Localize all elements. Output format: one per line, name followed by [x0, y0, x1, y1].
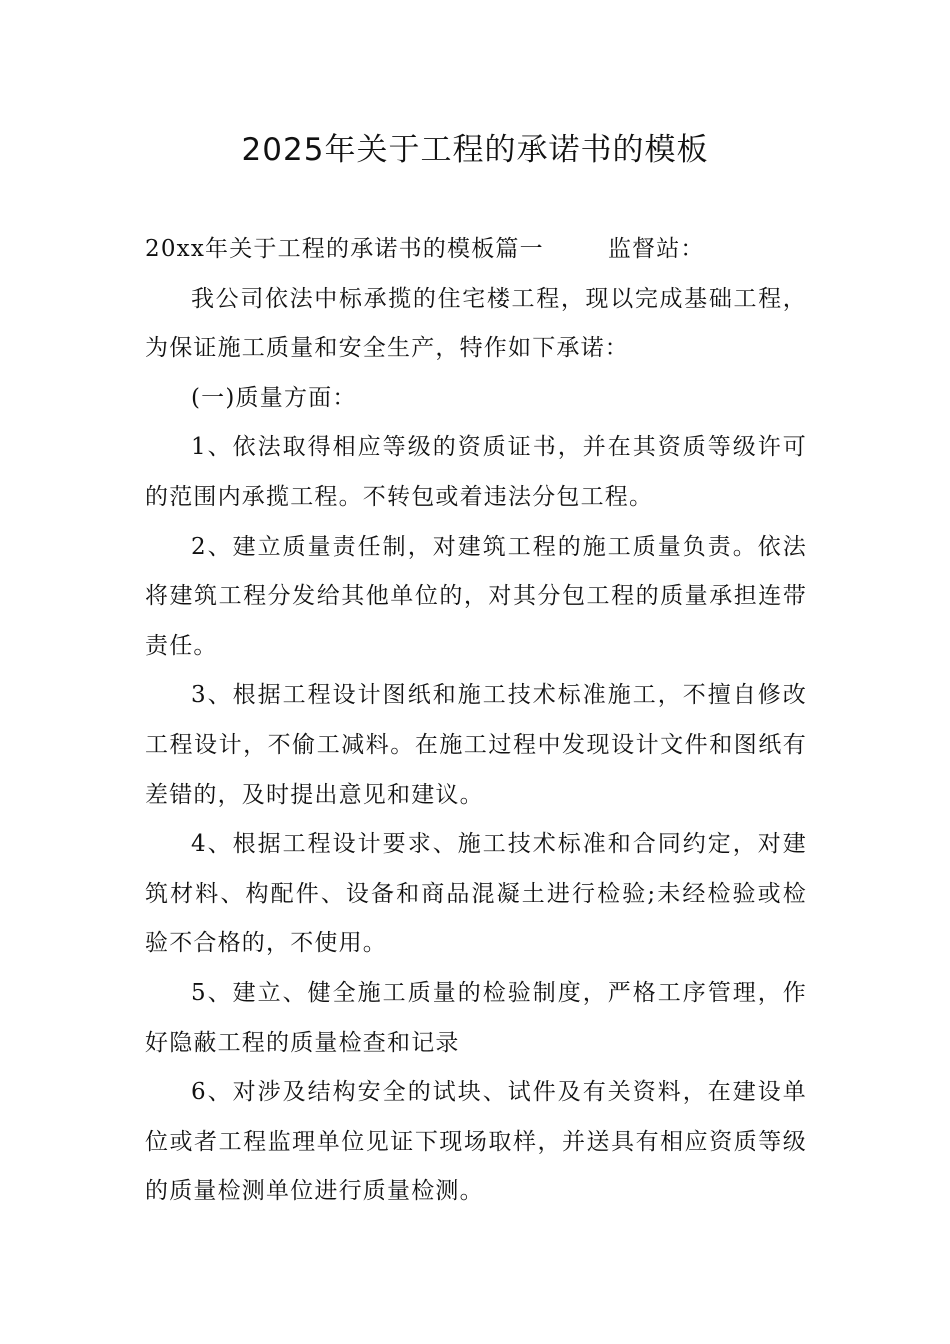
paragraph-item-4: 4、根据工程设计要求、施工技术标准和合同约定，对建筑材料、构配件、设备和商品混凝土进行检验;未经检验或检验不合格的，不使用。 — [145, 831, 807, 957]
paragraph-item-5: 5、建立、健全施工质量的检验制度，严格工序管理，作好隐蔽工程的质量检查和记录 — [145, 979, 807, 1056]
paragraph-item-2: 2、建立质量责任制，对建筑工程的施工质量负责。依法将建筑工程分发给其他单位的，对其分包工程的质量承担连带责任。 — [145, 533, 807, 659]
paragraph-item-3: 3、根据工程设计图纸和施工技术标准施工，不擅自修改工程设计，不偷工减料。在施工过程中发现设计文件和图纸有差错的，及时提出意见和建议。 — [145, 682, 807, 808]
lead-heading: 20xx年关于工程的承诺书的模板篇一 — [145, 236, 544, 262]
document-body — [145, 225, 807, 1217]
lead-line — [145, 225, 807, 275]
paragraph-item-1: 1、依法取得相应等级的资质证书，并在其资质等级许可的范围内承揽工程。不转包或着违法分包工程。 — [145, 434, 807, 510]
paragraph-item-6: 6、对涉及结构安全的试块、试件及有关资料，在建设单位或者工程监理单位见证下现场取样，并送具有相应资质等级的质量检测单位进行质量检测。 — [145, 1079, 807, 1205]
paragraph-intro: 我公司依法中标承揽的住宅楼工程，现以完成基础工程，为保证施工质量和安全生产，特作如下承诺： — [145, 285, 807, 362]
document-title: 2025年关于工程的承诺书的模板 — [241, 132, 709, 168]
section-heading-quality: (一)质量方面： — [191, 384, 357, 411]
addressee: 监督站： — [607, 236, 705, 262]
